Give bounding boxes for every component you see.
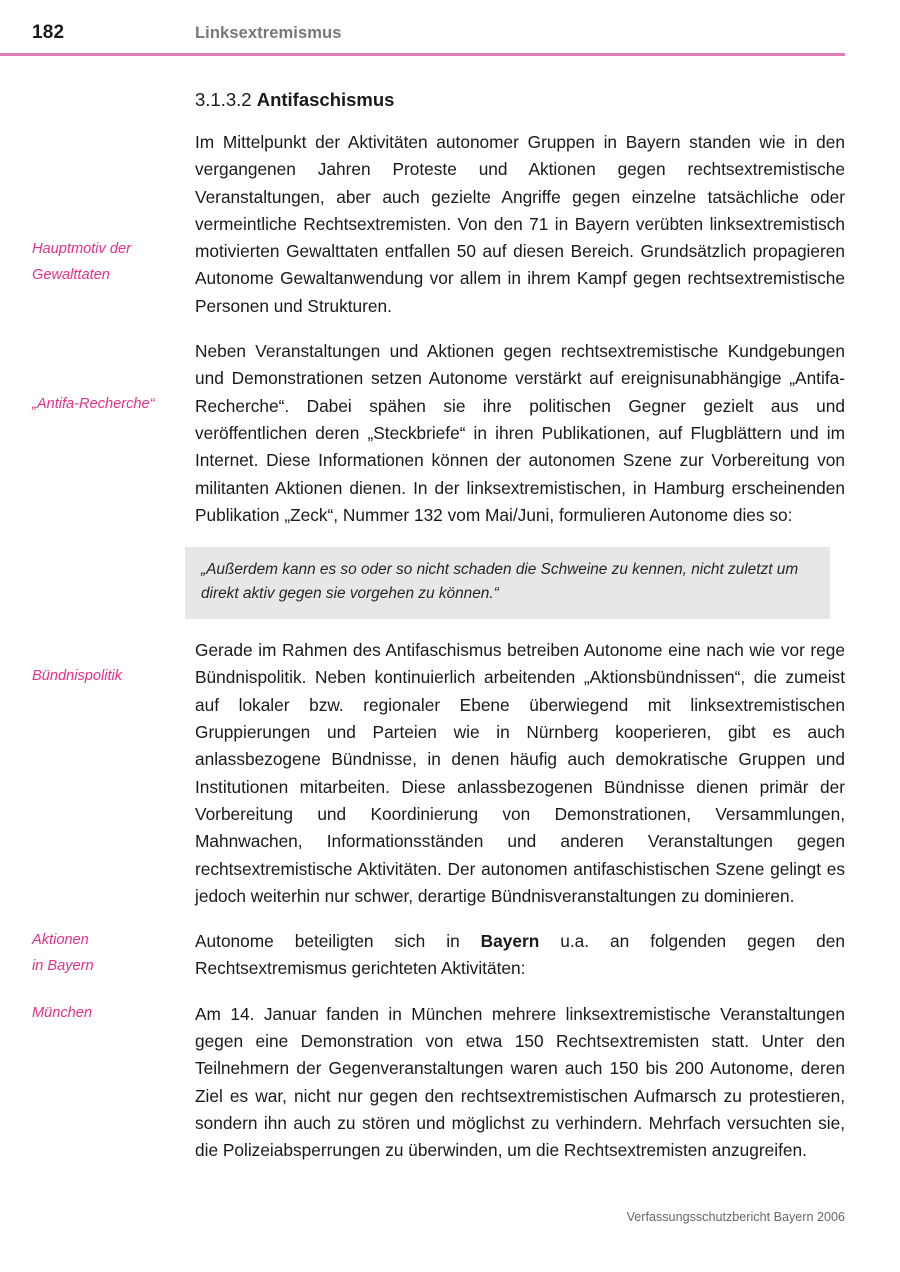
chapter-title: Linksextremismus bbox=[195, 24, 342, 42]
marginal-note-line: Bündnispolitik bbox=[32, 668, 123, 685]
page-content bbox=[0, 88, 900, 1165]
marginal-note-line: Hauptmotiv der bbox=[32, 241, 131, 257]
marginal-note-hauptmotiv bbox=[32, 237, 187, 288]
quote-box bbox=[185, 547, 830, 619]
marginal-note-line: München bbox=[32, 1004, 93, 1021]
header-rule-divider bbox=[0, 53, 845, 56]
body-paragraph: Im Mittelpunkt der Aktivitäten autonomer Gruppen in Bayern standen wie in den vergangenen Jahren Proteste und Aktionen gegen rechtsextremistische Veranstaltungen, aber auch gezielte Angriffe gegen einzelne tatsächliche oder vermeintliche Rechtsextremisten. Von den 71 in Bayern verübten linksextremistisch motivierten Gewalttaten entfallen 50 auf diesen Bereich. Grundsätzlich propagieren Autonome Gewaltanwendung vor allem in ihrem Kampf gegen rechtsextremistische Personen und Strukturen. bbox=[195, 132, 845, 316]
marginal-note-line: Gewalttaten bbox=[32, 266, 110, 283]
marginal-note-buendnispolitik bbox=[32, 664, 187, 690]
paragraph-text-lead: Autonome beteiligten sich in bbox=[195, 931, 481, 952]
page-number: 182 bbox=[32, 22, 65, 43]
body-paragraph bbox=[195, 928, 845, 983]
marginal-note-line: Aktionen bbox=[32, 932, 89, 949]
paragraph-block-2 bbox=[0, 338, 900, 529]
paragraph-block-5 bbox=[0, 1001, 900, 1165]
paragraph-block-3 bbox=[0, 637, 900, 910]
body-paragraph: Am 14. Januar fanden in München mehrere linksextremistische Veranstaltungen gegen eine Demonstration von etwa 150 Rechtsextremisten statt. Unter den Teilnehmern der Gegenveranstaltungen waren auch 150 bis 200 Autonome, deren Ziel es war, nicht nur gegen den rechtsextremistischen Aufmarsch zu protestieren, sondern ihn auch zu stören und möglichst zu verhindern. Mehrfach versuchten sie, die Polizeiabsperrungen zu überwinden, um die Rechtsextremisten anzugreifen. bbox=[195, 1003, 845, 1161]
section-title: Antifaschismus bbox=[256, 89, 395, 110]
quote-text: „Außerdem kann es so oder so nicht schaden die Schweine zu kennen, nicht zuletzt um direkt aktiv gegen sie vorgehen zu können.“ bbox=[201, 561, 799, 603]
marginal-note-muenchen bbox=[32, 1001, 187, 1027]
paragraph-block-1 bbox=[0, 129, 900, 320]
marginal-note-line: in Bayern bbox=[32, 957, 94, 974]
section-heading-block bbox=[0, 88, 900, 112]
paragraph-block-4 bbox=[0, 928, 900, 983]
paragraph-text-tail: u.a. an folgenden gegen den Rechtsextremismus gerichteten Aktivitäten: bbox=[195, 931, 846, 979]
emphasis-bayern: Bayern bbox=[480, 931, 540, 952]
page-title bbox=[195, 88, 845, 112]
quote-block bbox=[0, 547, 900, 619]
section-number: 3.1.3.2 bbox=[195, 89, 252, 110]
marginal-note-antifa-recherche bbox=[32, 392, 187, 418]
page-footer bbox=[0, 1210, 845, 1224]
body-paragraph: Neben Veranstaltungen und Aktionen gegen rechtsextremistische Kundgebungen und Demonstrationen setzen Autonome verstärkt auf ereignisunabhängige „Antifa-Recherche“. Dabei spähen sie ihre politischen Gegner gezielt aus und veröffentlichen deren „Steckbriefe“ in ihren Publikationen, auf Flugblättern und im Internet. Diese Informationen können der autonomen Szene zur Vorbereitung von militanten Aktionen dienen. In der linksextremistischen, in Hamburg erscheinenden Publikation „Zeck“, Nummer 132 vom Mai/Juni, formulieren Autonome dies so: bbox=[195, 341, 845, 525]
footer-text: Verfassungsschutzbericht Bayern 2006 bbox=[626, 1210, 845, 1224]
body-paragraph: Gerade im Rahmen des Antifaschismus betreiben Autonome eine nach wie vor rege Bündnispolitik. Neben kontinuierlich arbeitenden „Aktionsbündnissen“, die zumeist auf lokaler bzw. regionaler Ebene überwiegend mit linksextremistischen Gruppierungen und Parteien wie in Nürnberg kooperieren, gibt es auch anlassbezogene Bündnisse, in denen häufig auch demokratische Gruppen und Institutionen mitarbeiten. Diese anlassbezogenen Bündnisse dienen primär der Vorbereitung und Koordinierung von Demonstrationen, Versammlungen, Mahnwachen, Informationsständen und anderen Veranstaltungen gegen rechtsextremistische Aktivitäten. Der autonomen antifaschistischen Szene gelingt es jedoch weiterhin nur schwer, derartige Bündnisveranstaltungen zu dominieren. bbox=[195, 640, 845, 906]
marginal-note-line: „Antifa-Recherche“ bbox=[32, 396, 155, 413]
page-running-head bbox=[0, 22, 845, 52]
marginal-note-aktionen-in-bayern bbox=[32, 928, 187, 979]
